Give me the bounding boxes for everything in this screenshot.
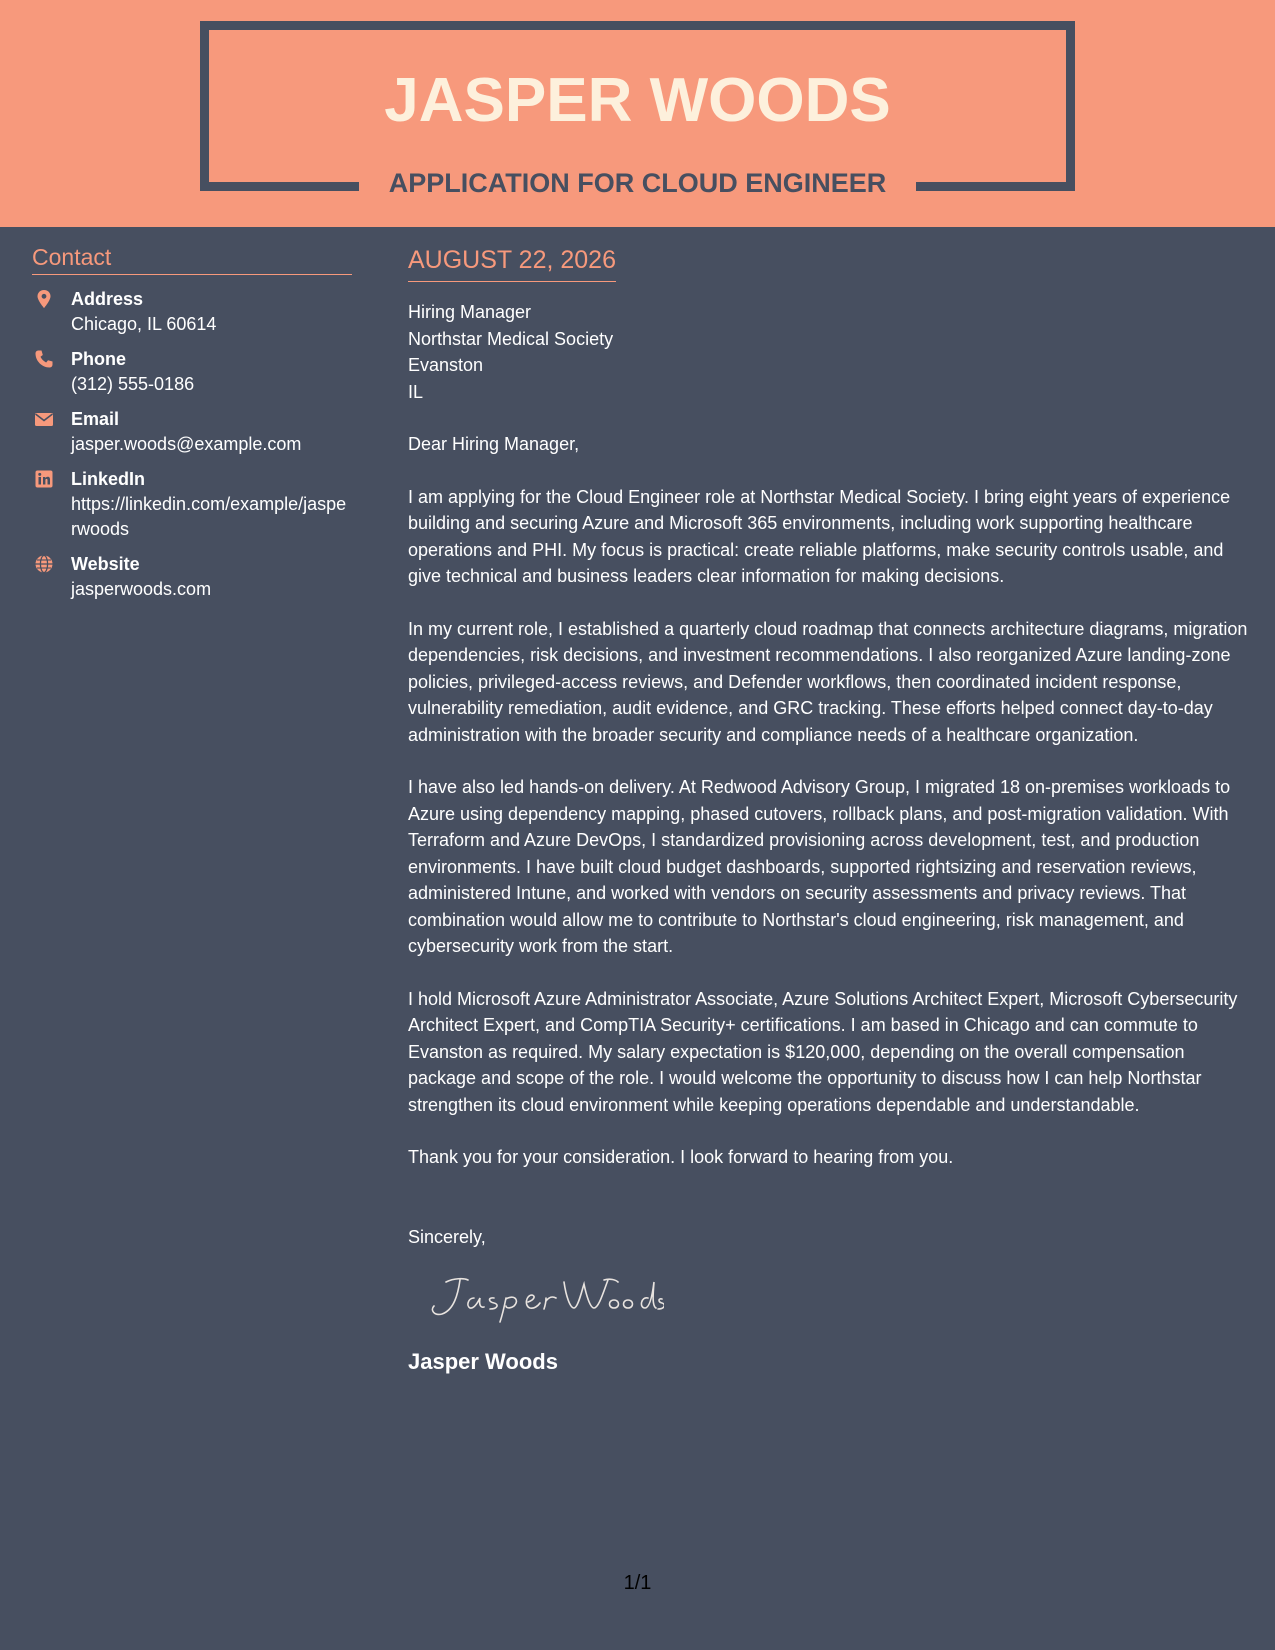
header-band bbox=[0, 0, 1275, 227]
body-paragraph: I have also led hands-on delivery. At Redwood Advisory Group, I migrated 18 on-premises workloads to Azure using dependency mapping, phased cutovers, rollback plans, and post-migration validation. With Terraform and Azure DevOps, I standardized provisioning across development, test, and production environments. I have built cloud budget dashboards, supported rightsizing and reservation reviews, administered Intune, and worked with vendors on security assessments and privacy reviews. That combination would allow me to contribute to Northstar's cloud engineering, risk management, and cybersecurity work from the start. bbox=[408, 777, 1231, 956]
globe-icon bbox=[34, 554, 54, 574]
phone-icon bbox=[34, 349, 54, 369]
contact-value: Chicago, IL 60614 bbox=[71, 314, 217, 334]
body-paragraph: Thank you for your consideration. I look forward to hearing from you. bbox=[408, 1147, 954, 1167]
application-title: APPLICATION FOR CLOUD ENGINEER bbox=[388, 168, 887, 198]
linkedin-icon bbox=[34, 469, 54, 489]
contact-value: (312) 555-0186 bbox=[71, 374, 195, 394]
envelope-icon bbox=[34, 409, 54, 429]
map-pin-icon bbox=[34, 289, 54, 309]
recipient-line: Evanston bbox=[408, 355, 484, 375]
signed-name: Jasper Woods bbox=[408, 1349, 558, 1374]
contact-linkedin bbox=[32, 467, 352, 542]
body-paragraph: I am applying for the Cloud Engineer role at Northstar Medical Society. I bring eight years of experience building and securing Azure and Microsoft 365 environments, including work supporting healthcare operations and PHI. My focus is practical: create reliable platforms, make security controls usable, and give technical and business leaders clear information for making decisions. bbox=[408, 486, 1231, 586]
contact-label: Website bbox=[71, 554, 140, 574]
body-paragraph: I hold Microsoft Azure Administrator Associate, Azure Solutions Architect Expert, Microsoft Cybersecurity Architect Expert, and CompTIA Security+ certifications. I am based in Chicago and can commute to Evanston as required. My salary expectation is $120,000, depending on the overall compensation package and scope of the role. I would welcome the opportunity to discuss how I can help Northstar strengthen its cloud environment while keeping operations dependable and understandable. bbox=[408, 988, 1238, 1115]
greeting: Dear Hiring Manager, bbox=[408, 434, 580, 454]
letter-date: AUGUST 22, 2026 bbox=[408, 244, 616, 282]
closing: Sincerely, bbox=[408, 1226, 486, 1247]
applicant-name: JASPER WOODS bbox=[384, 66, 891, 135]
contact-phone bbox=[32, 347, 352, 397]
contact-label: Phone bbox=[71, 349, 127, 369]
body-paragraph: In my current role, I established a quarterly cloud roadmap that connects architecture diagrams, migration dependencies, risk decisions, and investment recommendations. I also reorganized Azure landing-zone policies, privileged-access reviews, and Defender workflows, then coordinated incident response, vulnerability remediation, audit evidence, and GRC tracking. These efforts helped connect day-to-day administration with the broader security and compliance needs of a healthcare organization. bbox=[408, 618, 1248, 745]
recipient-block bbox=[408, 299, 1250, 405]
recipient-line: Northstar Medical Society bbox=[408, 328, 614, 349]
letter-body bbox=[408, 244, 1250, 1377]
contact-label: Address bbox=[71, 289, 144, 309]
recipient-line: Hiring Manager bbox=[408, 302, 532, 322]
contact-heading: Contact bbox=[32, 243, 352, 275]
contact-website bbox=[32, 552, 352, 602]
handwritten-signature bbox=[424, 1268, 664, 1328]
contact-sidebar bbox=[32, 243, 352, 612]
page-number: 1/1 bbox=[623, 1572, 652, 1594]
contact-email bbox=[32, 407, 352, 457]
contact-address bbox=[32, 287, 352, 337]
recipient-line: IL bbox=[408, 381, 424, 402]
contact-value: jasper.woods@example.com bbox=[71, 434, 302, 454]
contact-label: Email bbox=[71, 409, 120, 429]
contact-value: https://linkedin.com/example/jasperwoods bbox=[71, 494, 347, 539]
contact-value: jasperwoods.com bbox=[71, 579, 212, 599]
contact-label: LinkedIn bbox=[71, 469, 146, 489]
